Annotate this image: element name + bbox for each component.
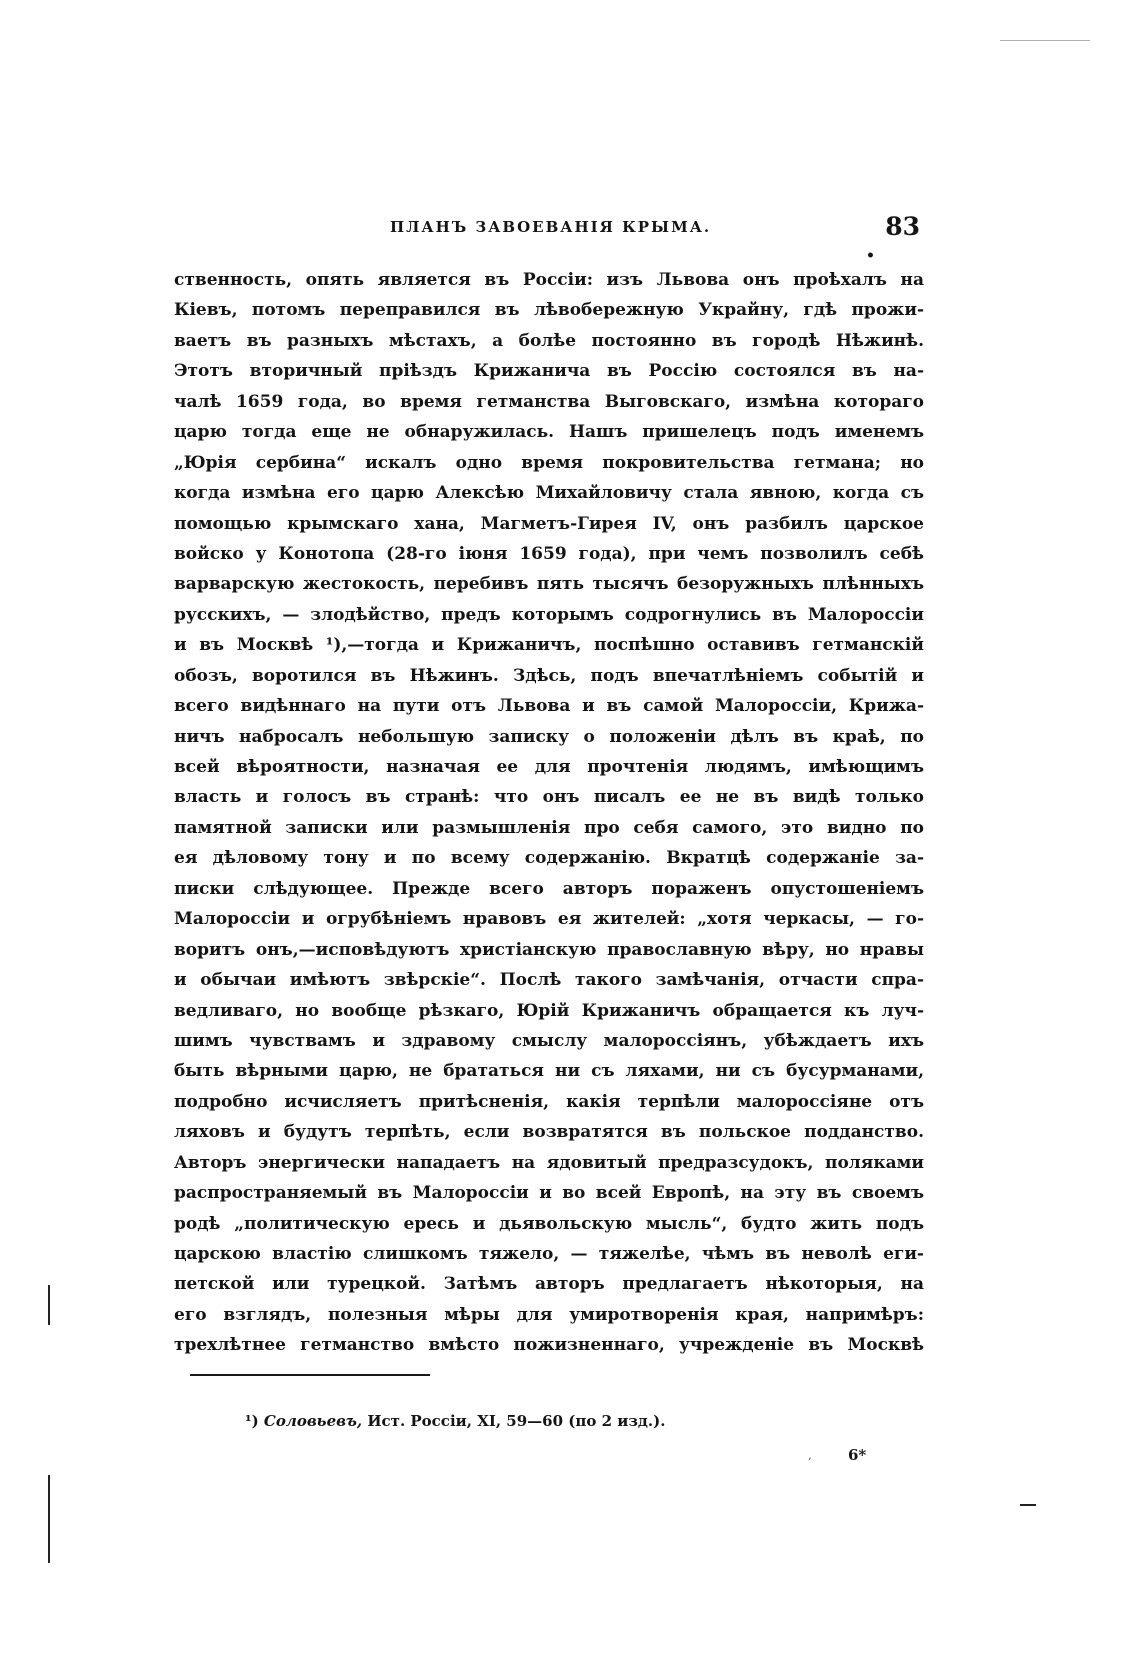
text-line: ваетъ въ разныхъ мѣстахъ, а болѣе постоянно въ городѣ Нѣжинѣ. <box>174 330 924 351</box>
scan-edge-line <box>1000 40 1090 41</box>
text-line: власть и голосъ въ странѣ: что онъ писалъ ее не въ видѣ только <box>174 787 924 808</box>
text-line: чалѣ 1659 года, во время гетманства Выговскаго, измѣна котораго <box>174 391 924 412</box>
footnote-citation: Ист. Россіи, XI, 59—60 (по 2 изд.). <box>367 1412 666 1430</box>
text-line: его взглядъ, полезныя мѣры для умиротворенія края, напримѣръ: <box>174 1304 924 1325</box>
text-line: ничъ набросалъ небольшую записку о положеніи дѣлъ въ краѣ, по <box>174 726 924 747</box>
text-line: обозъ, воротился въ Нѣжинъ. Здѣсь, подъ впечатлѣніемъ событій и <box>174 665 924 686</box>
scan-margin-line <box>48 1475 50 1563</box>
text-line: памятной записки или размышленія про себя самого, это видно по <box>174 817 924 838</box>
text-line: когда измѣна его царю Алексѣю Михайловичу стала явною, когда съ <box>174 483 924 504</box>
text-line: Авторъ энергически нападаетъ на ядовитый предразсудокъ, поляками <box>174 1152 924 1173</box>
text-line: подробно исчисляетъ притѣсненія, какія терпѣли малороссіяне отъ <box>174 1091 924 1112</box>
text-line: Этотъ вторичный пріѣздъ Крижанича въ Россію состоялся въ на- <box>174 361 924 382</box>
text-line: всего видѣннаго на пути отъ Львова и въ самой Малороссіи, Крижа- <box>174 696 924 717</box>
scan-edge-mark <box>1020 1504 1036 1506</box>
text-line: царскою властію слишкомъ тяжело, — тяжелѣе, чѣмъ въ неволѣ еги- <box>174 1244 924 1264</box>
text-line: ственность, опять является въ Россіи: изъ Львова онъ проѣхалъ на <box>174 270 924 290</box>
text-line: всей вѣроятности, назначая ее для прочтенія людямъ, имѣющимъ <box>174 757 924 777</box>
page-number: 83 <box>885 212 920 241</box>
scan-margin-line <box>48 1285 50 1325</box>
text-line: помощью крымскаго хана, Магметъ-Гирея IV, онъ разбилъ царское <box>174 513 924 534</box>
text-line: и въ Москвѣ ¹),—тогда и Крижаничъ, поспѣшно оставивъ гетманскій <box>174 635 924 656</box>
text-line: Малороссіи и огрубѣніемъ нравовъ ея жителей: „хотя черкасы, — го- <box>174 909 924 930</box>
text-line: и обычаи имѣютъ звѣрскіе“. Послѣ такого замѣчанія, отчасти спра- <box>174 970 924 991</box>
footnote <box>245 1412 665 1430</box>
footnote-marker: ¹) <box>245 1412 259 1430</box>
page-header <box>175 212 920 252</box>
text-line: быть вѣрными царю, не брататься ни съ ляхами, ни съ бусурманами, <box>174 1061 924 1082</box>
text-line: „Юрія сербина“ искалъ одно время покровительства гетмана; но <box>174 452 924 473</box>
print-speck: • <box>866 248 875 264</box>
print-speck: , <box>808 1448 812 1462</box>
text-line: петской или турецкой. Затѣмъ авторъ предлагаетъ нѣкоторыя, на <box>174 1274 924 1295</box>
text-line: ея дѣловому тону и по всему содержанію. Вкратцѣ содержаніе за- <box>174 848 924 869</box>
text-line: писки слѣдующее. Прежде всего авторъ пораженъ опустошеніемъ <box>174 878 924 899</box>
text-line: шимъ чувствамъ и здравому смыслу малороссіянъ, убѣждаетъ ихъ <box>174 1030 924 1051</box>
text-line: ляховъ и будутъ терпѣть, если возвратятся въ польское подданство. <box>174 1122 924 1143</box>
running-head: ПЛАНЪ ЗАВОЕВАНІЯ КРЫМА. <box>390 218 712 236</box>
signature-mark: 6* <box>848 1446 867 1464</box>
text-line: царю тогда еще не обнаружилась. Нашъ пришелецъ подъ именемъ <box>174 422 924 443</box>
text-line: варварскую жестокость, перебивъ пять тысячъ безоружныхъ плѣнныхъ <box>174 574 924 595</box>
text-line: распространяемый въ Малороссіи и во всей Европѣ, на эту въ своемъ <box>174 1183 924 1204</box>
text-line: русскихъ, — злодѣйство, предъ которымъ содрогнулись въ Малороссіи <box>174 604 924 625</box>
footnote-author: Соловьевъ, <box>263 1412 363 1430</box>
text-line: войско у Конотопа (28-го іюня 1659 года), при чемъ позволилъ себѣ <box>174 543 924 564</box>
text-line: трехлѣтнее гетманство вмѣсто пожизненнаго, учрежденіе въ Москвѣ <box>174 1335 924 1356</box>
text-line: родѣ „политическую ересь и дьявольскую мысль“, будто жить подъ <box>174 1213 924 1234</box>
text-line: воритъ онъ,—исповѣдуютъ христіанскую православную вѣру, но нравы <box>174 939 924 960</box>
body-text <box>174 265 924 1361</box>
footnote-rule <box>190 1374 430 1376</box>
text-line: ведливаго, но вообще рѣзкаго, Юрій Крижаничъ обращается къ луч- <box>174 1000 924 1021</box>
text-line: Кіевъ, потомъ переправился въ лѣвобережную Украйну, гдѣ прожи- <box>174 300 924 321</box>
